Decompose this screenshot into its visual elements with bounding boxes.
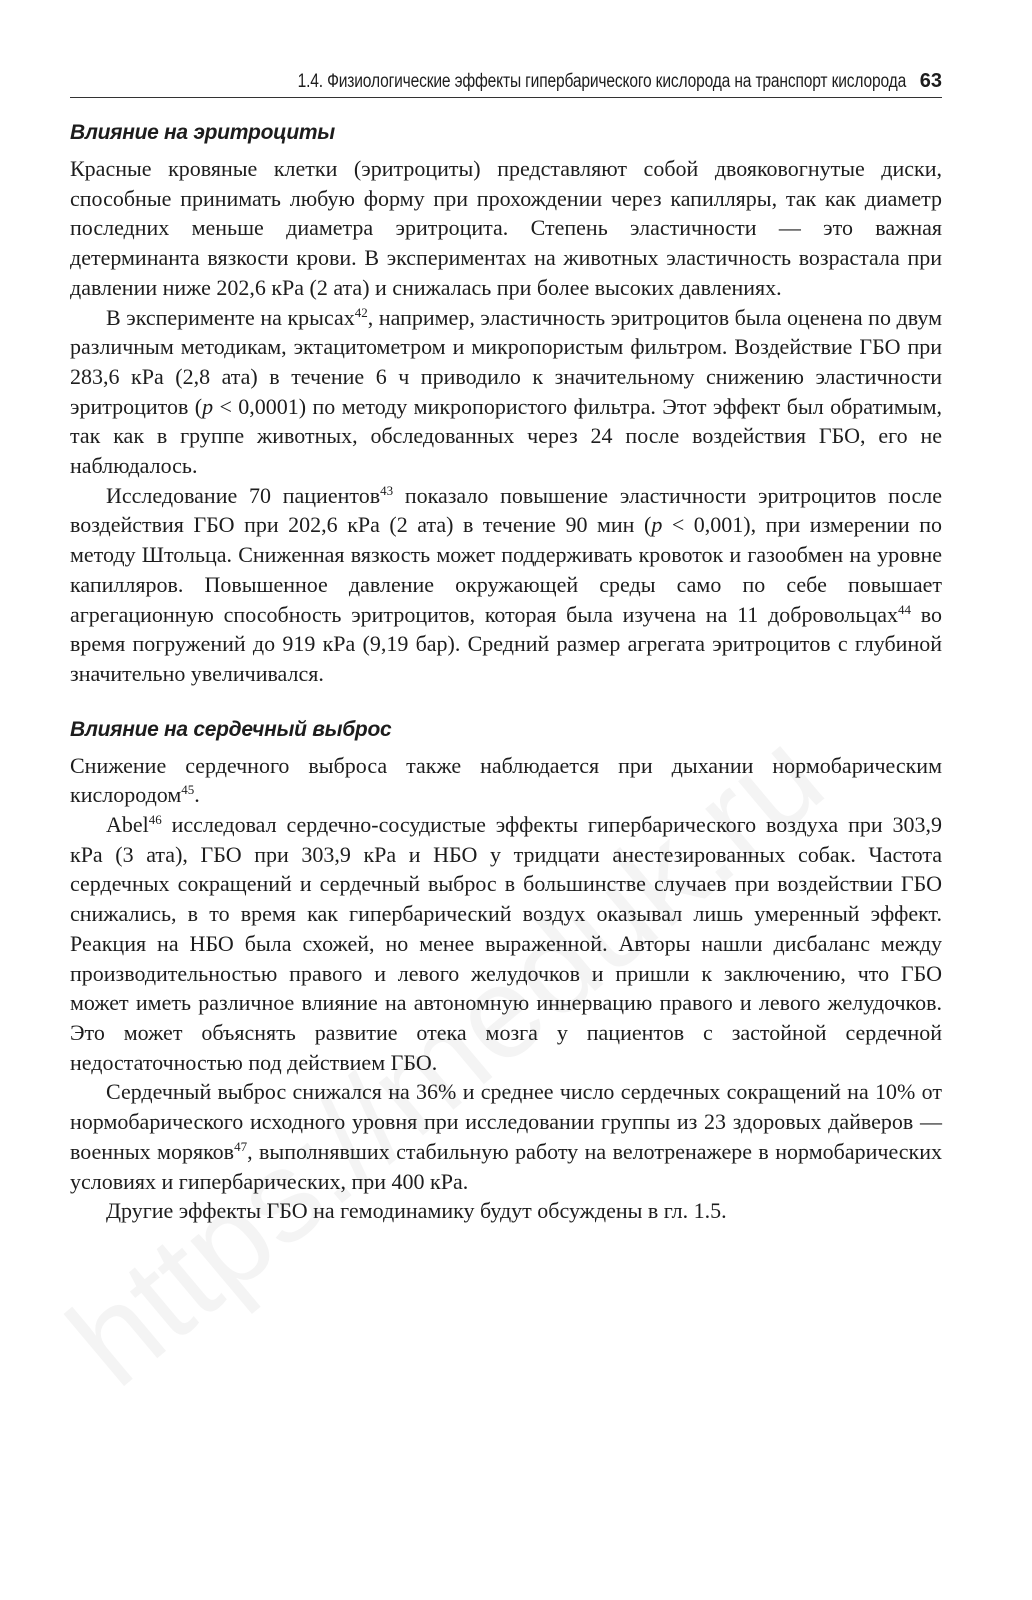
text-run: Сердечный выброс снижался на 36% и среднее число сердечных сокращений на 10% от нормобарического исходного уровня при исследовании группы из 23 здоровых дайверов — военных моряков [70,1079,942,1164]
italic-variable: p [651,512,663,538]
text-run: , например, эластичность эритроцитов была оценена по двум различным методикам, эктацитометром и микропористым фильтром. Воздействие ГБО при 283,6 кРа (2,8 ата) в течение 6 ч приводило к значительному снижению эластичности эритроцитов ( [70,304,942,419]
section-erythrocytes [70,118,942,689]
text-run: показало повышение эластичности эритроцитов после воздействия ГБО при 202,6 кРа (2 ата) в течение 90 мин ( [70,482,942,538]
text-run: В эксперименте на крысах [106,304,355,330]
page-number: 63 [919,70,942,92]
section-paragraphs [70,751,942,1226]
text-run: Снижение сердечного выброса также наблюдается при дыхании нормобарическим кислородом [70,752,942,808]
section-heading: Влияние на эритроциты [70,121,335,144]
text-run: Другие эффекты ГБО на гемодинамику будут обсуждены в гл. 1.5. [106,1198,727,1224]
paragraph [70,1077,942,1196]
footnote-ref: 46 [148,812,162,828]
section-heading: Влияние на сердечный выброс [70,717,392,741]
page-body [70,110,942,1226]
paragraph [70,1196,942,1226]
paragraph [70,810,942,1077]
footnote-ref: 42 [354,304,368,320]
section-cardiac-output [70,715,942,1226]
header-title: 1.4. Физиологические эффекты гипербарического кислорода на транспорт кислорода [297,71,906,92]
text-run: Abel [106,812,149,838]
paragraph [70,303,942,481]
footnote-ref: 47 [234,1138,248,1154]
running-header [70,64,942,98]
footnote-ref: 44 [897,601,911,617]
paragraph [70,154,942,303]
text-run: Исследование 70 пациентов [106,482,381,508]
text-run: Красные кровяные клетки (эритроциты) представляют собой двояковогнутые диски, способные принимать любую форму при прохождении через капилляры, так как диаметр последних меньше диаметра эритроцита. Степень эластичности — это важная детерминанта вязкости крови. В экспериментах на животных эластичность возрастала при давлении ниже 202,6 кРа (2 ата) и снижалась при более высоких давлениях. [70,156,942,300]
text-run: исследовал сердечно-сосудистые эффекты гипербарического воздуха при 303,9 кРа (3 ата), ГБО при 303,9 кРа и НБО у тридцати анестезированных собак. Частота сердечных сокращений и сердечный выброс в большинстве случаев при воздействии ГБО снижались, в то время как гипербарический воздух оказывал лишь умеренный эффект. Реакция на НБО была схожей, но менее выраженной. Авторы нашли дисбаланс между производительностью правого и левого желудочков и пришли к заключению, что ГБО может иметь различное влияние на автономную иннервацию правого и левого желудочков. Это может объяснять развитие отека мозга у пациентов с застойной сердечной недостаточностью под действием ГБО. [70,812,942,1075]
italic-variable: p [202,393,214,419]
text-run: < 0,0001) по методу микропористого фильтра. Этот эффект был обратимым, так как в группе животных, обследованных через 24 после воздействия ГБО, его не наблюдалось. [70,393,943,479]
footnote-ref: 45 [181,782,195,798]
footnote-ref: 43 [380,482,394,498]
text-run: во время погружений до 919 кРа (9,19 бар). Средний размер агрегата эритроцитов с глубиной значительно увеличивался. [70,601,942,686]
paragraph [70,751,942,810]
paragraph [70,481,942,689]
text-run: . [194,782,200,808]
text-run: < 0,001), при измерении по методу Штольца. Сниженная вязкость может поддерживать кровоток и газообмен на уровне капилляров. Повышенное давление окружающей среды само по себе повышает агрегационную способность эритроцитов, которая была изучена на 11 добровольцах [70,512,942,627]
section-paragraphs [70,154,942,689]
text-run: , выполнявших стабильную работу на велотренажере в нормобарических условиях и гипербарических, при 400 кРа. [70,1138,942,1194]
